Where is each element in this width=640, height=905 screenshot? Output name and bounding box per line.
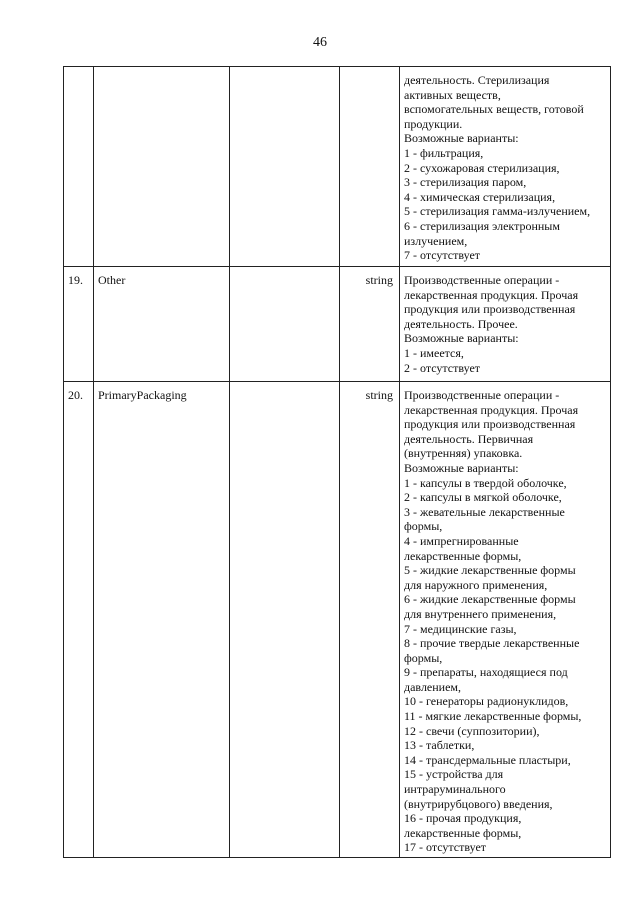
description-line: 10 - генераторы радионуклидов, [404,694,569,709]
description-line: 8 - прочие твердые лекарственные [404,636,580,651]
description-line: формы, [404,650,443,665]
description-line: Возможные варианты: [404,331,519,346]
description-line: 13 - таблетки, [404,738,475,753]
description-line: деятельность. Прочее. [404,316,518,331]
description-line: 2 - отсутствует [404,360,481,375]
description-line: 7 - медицинские газы, [404,621,517,636]
description-line: вспомогательных веществ, готовой [404,102,584,117]
field-name-cell [94,382,230,858]
description-line: 2 - сухожаровая стерилизация, [404,160,560,175]
row-number-text [64,67,93,75]
description-cell [400,382,611,858]
description-line: лекарственная продукция. Прочая [404,402,579,417]
description-line: продукции. [404,116,463,131]
description-line: 1 - имеется, [404,345,464,360]
description-line: Возможные варианты: [404,460,519,475]
table-row [64,67,611,267]
description-line: 14 - трансдермальные пластыри, [404,752,571,767]
row-number-text: 19. [68,273,83,287]
data-type-cell [340,382,400,858]
description-line: 6 - стерилизация электронным [404,218,560,233]
description-line: интраруминального [404,782,506,797]
description-line: формы, [404,519,443,534]
description-line: (внутренняя) упаковка. [404,446,523,461]
description-line: (внутрирубцового) введения, [404,796,553,811]
empty-cell [230,67,340,267]
description-line: 1 - фильтрация, [404,145,484,160]
data-type-cell [340,267,400,382]
field-name-text: PrimaryPackaging [98,388,187,402]
description-line: 17 - отсутствует [404,840,487,855]
description-line: деятельность. Стерилизация [404,73,550,87]
description-line: 3 - жевательные лекарственные [404,504,565,519]
description-line: 1 - капсулы в твердой оболочке, [404,475,567,490]
row-number-cell [64,67,94,267]
row-number-text: 20. [68,388,83,402]
description-line: 6 - жидкие лекарственные формы [404,592,576,607]
description-cell [400,267,611,382]
data-type-text: string [365,388,393,402]
description-line: 7 - отсутствует [404,248,481,263]
data-type-text: string [365,273,393,287]
description-line: продукция или производственная [404,302,576,317]
description-line: 9 - препараты, находящиеся под [404,665,568,680]
description-line: для наружного применения, [404,577,548,592]
description-line: 5 - стерилизация гамма-излучением, [404,204,591,219]
empty-cell [230,382,340,858]
description-line: 5 - жидкие лекарственные формы [404,563,576,578]
description-line: 15 - устройства для [404,767,504,782]
description-line: 4 - импрегнированные [404,533,519,548]
field-name-text [94,67,229,75]
description-cell [400,67,611,267]
description-line: 4 - химическая стерилизация, [404,189,556,204]
description-line: 2 - капсулы в мягкой оболочке, [404,490,562,505]
description-line: Производственные операции - [404,273,560,287]
empty-text [230,382,339,390]
page-number: 46 [313,35,327,50]
data-type-cell [340,67,400,267]
description-line: давлением, [404,679,462,694]
description-line: 11 - мягкие лекарственные формы, [404,709,582,724]
description-line: 16 - прочая продукция, [404,811,522,826]
description-line: деятельность. Первичная [404,431,534,446]
description-line: лекарственная продукция. Прочая [404,287,579,302]
table-row [64,382,611,858]
table-row [64,267,611,382]
empty-text [230,267,339,275]
description-line: 3 - стерилизация паром, [404,175,527,190]
row-number-cell [64,382,94,858]
description-line: 12 - свечи (суппозитории), [404,723,540,738]
description-line: Производственные операции - [404,388,560,402]
empty-text [230,67,339,75]
description-line: лекарственные формы, [404,548,522,563]
attributes-table [63,66,611,858]
field-name-cell [94,267,230,382]
row-number-cell [64,267,94,382]
description-line: продукция или производственная [404,417,576,432]
description-line: для внутреннего применения, [404,606,557,621]
description-line: лекарственные формы, [404,825,522,840]
field-name-cell [94,67,230,267]
description-line: излучением, [404,233,468,248]
description-line: активных веществ, [404,87,501,102]
description-line: Возможные варианты: [404,131,519,146]
field-name-text: Other [98,273,126,287]
data-type-text [340,67,399,75]
empty-cell [230,267,340,382]
table-body [64,67,611,858]
